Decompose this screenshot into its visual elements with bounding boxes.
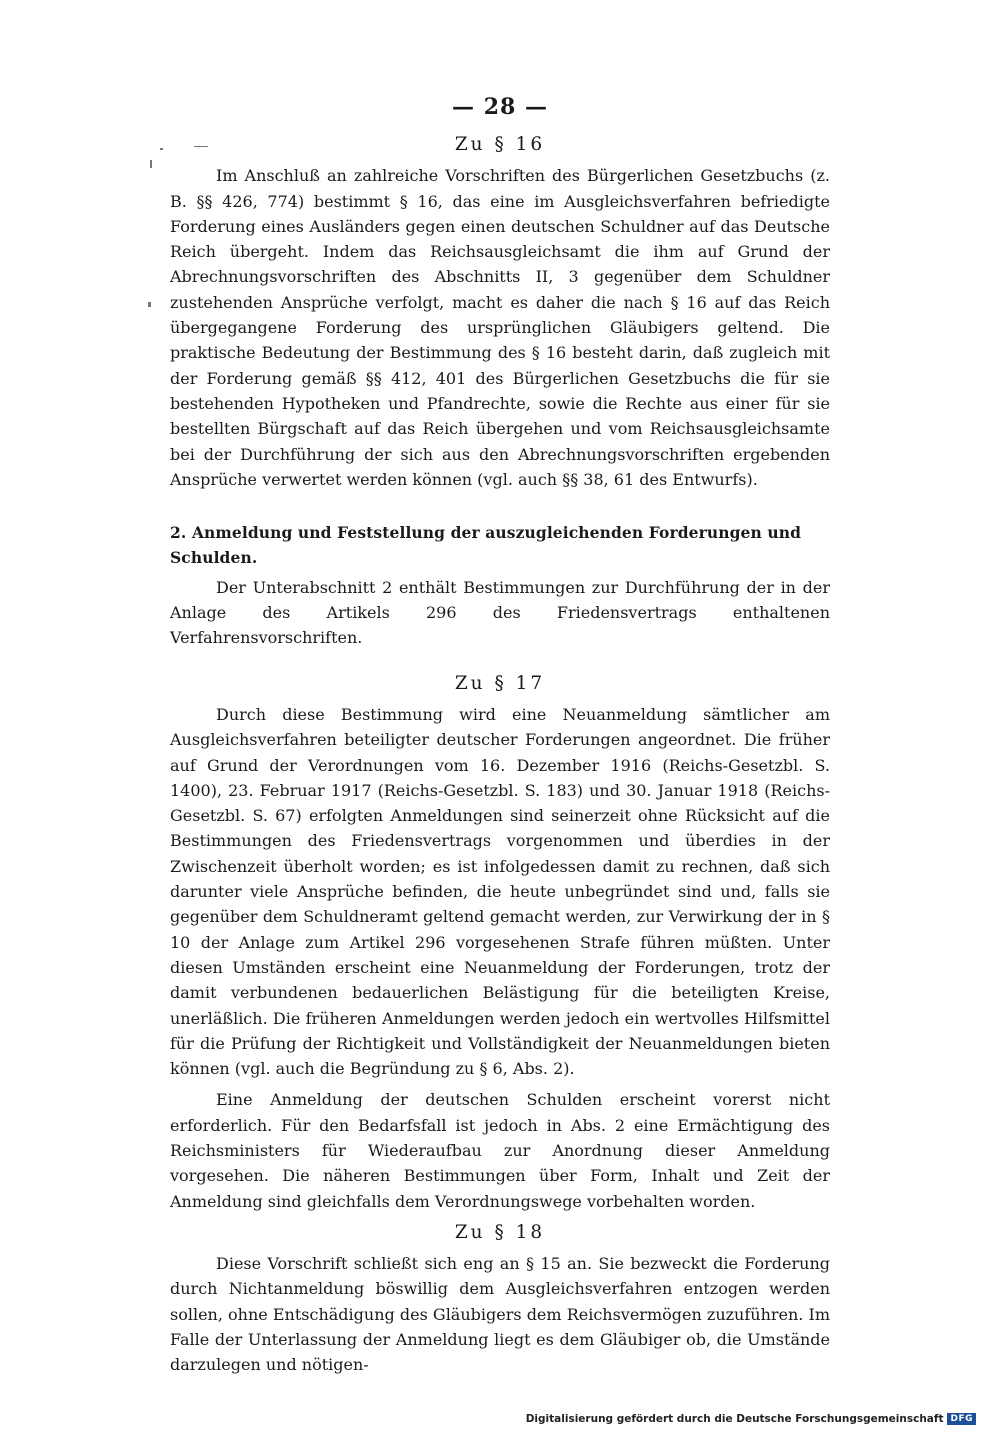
- paragraph: Im Anschluß an zahlreiche Vorschriften des Bürgerlichen Gesetzbuchs (z. B. §§ 426, 774) bestimmt § 16, das eine im Ausgleichsverfahren befriedigte Forderung eines Ausländers gegen einen deutschen Schuldner auf das Deutsche Reich übergeht. Indem das Reichsausgleichsamt die ihm auf Grund der Abrechnungsvorschriften des Abschnitts II, 3 gegenüber dem Schuldner zustehenden Ansprüche verfolgt, macht es daher die nach § 16 auf das Reich übergegangene Forderung des ursprünglichen Gläubigers geltend. Die praktische Bedeutung der Bestimmung des § 16 besteht darin, daß zugleich mit der Forderung gemäß §§ 412, 401 des Bürgerlichen Gesetzbuchs die für sie bestehenden Hypotheken und Pfandrechte, sowie die Rechte aus einer für sie bestellten Bürgschaft auf das Reich übergehen und vom Reichsausgleichsamte bei der Durchführung der sich aus den Abrechnungsvorschriften ergebenden Ansprüche verwertet werden können (vgl. auch §§ 38, 61 des Entwurfs).: [170, 166, 830, 489]
- section-heading: Zu § 18: [454, 1221, 546, 1243]
- paragraph: Diese Vorschrift schließt sich eng an § 15 an. Sie bezweckt die Forderung durch Nichtanmeldung böswillig dem Ausgleichsverfahren entzogen werden sollen, ohne Entschädigung des Gläubigers dem Reichsvermögen zuzuführen. Im Falle der Unterlassung der Anmeldung liegt es dem Gläubiger ob, die Umstände darzulegen und nötigen-: [170, 1254, 830, 1375]
- section-heading: Zu § 17: [454, 672, 546, 694]
- scan-speck: [148, 302, 151, 307]
- paragraph: Eine Anmeldung der deutschen Schulden erscheint vorerst nicht erforderlich. Für den Bedarfsfall ist jedoch in Abs. 2 eine Ermächtigung des Reichsministers für Wiederaufbau zur Anordnung dieser Anmeldung vorgesehen. Die näheren Bestimmungen über Form, Inhalt und Zeit der Anmeldung sind gleichfalls dem Verordnungswege vorbehalten worden.: [170, 1090, 830, 1211]
- paragraph: Durch diese Bestimmung wird eine Neuanmeldung sämtlicher am Ausgleichsverfahren beteiligter deutscher Forderungen angeordnet. Die früher auf Grund der Verordnungen vom 16. Dezember 1916 (Reichs-Gesetzbl. S. 1400), 23. Februar 1917 (Reichs-Gesetzbl. S. 183) und 30. Januar 1918 (Reichs-Gesetzbl. S. 67) erfolgten Anmeldungen sind seinerzeit ohne Rücksicht auf die Bestimmungen des Friedensvertrags vorgenommen und überdies in der Zwischenzeit überholt worden; es ist infolgedessen damit zu rechnen, daß sich darunter viele Ansprüche befinden, die heute unbegründet sind und, falls sie gegenüber dem Schuldneramt geltend gemacht werden, zur Verwirkung der in § 10 der Anlage zum Artikel 296 vorgesehenen Strafe führen müßten. Unter diesen Umständen erscheint eine Neuanmeldung der Forderungen, trotz der damit verbundenen bedauerlichen Belästigung für die beteiligten Kreise, unerläßlich. Die früheren Anmeldungen werden jedoch ein wertvolles Hilfsmittel für die Prüfung der Richtigkeit und Vollständigkeit der Neuanmeldungen bieten können (vgl. auch die Begründung zu § 6, Abs. 2).: [170, 704, 830, 1079]
- paragraph: Der Unterabschnitt 2 enthält Bestimmungen zur Durchführung der in der Anlage des Artikels 296 des Friedensvertrags enthaltenen Verfahrensvorschriften.: [170, 577, 830, 648]
- section-heading: Zu § 16: [454, 134, 546, 155]
- subsection-title: 2. Anmeldung und Feststellung der auszugleichenden Forderungen und Schulden.: [170, 523, 802, 568]
- scan-speck: [160, 148, 163, 150]
- digitization-footer: [526, 1413, 976, 1425]
- dfg-logo: DFG: [947, 1413, 976, 1425]
- footer-text: Digitalisierung gefördert durch die Deutsche Forschungsgemeinschaft: [525, 1413, 944, 1425]
- page-content: [170, 132, 830, 1378]
- page-number: — 28 —: [452, 94, 548, 120]
- scan-speck: [150, 160, 152, 168]
